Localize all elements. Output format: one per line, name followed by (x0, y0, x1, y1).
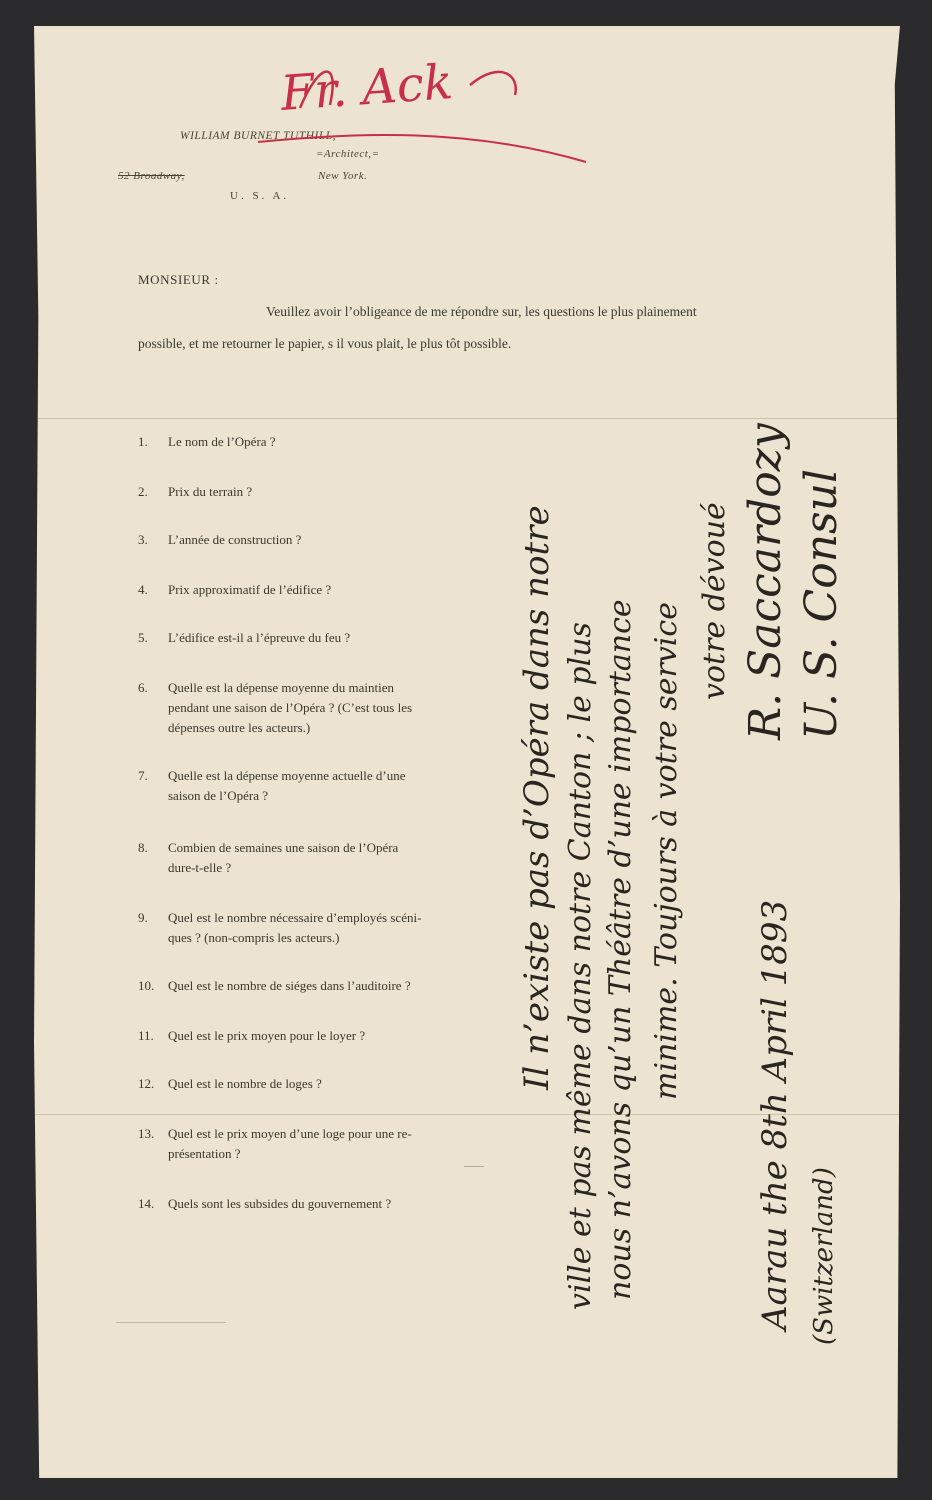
intro-line-2: possible, et me retourner le papier, s il vous plait, le plus tôt possible. (138, 336, 512, 351)
question-number: 7. (138, 768, 148, 783)
letterhead-name: WILLIAM BURNET TUTHILL, (180, 130, 337, 142)
question-number: 11. (138, 1028, 154, 1043)
handwritten-date (755, 900, 839, 1345)
question-number: 5. (138, 630, 148, 645)
question-text-line: Prix du terrain ? (168, 484, 253, 499)
question-number: 10. (138, 978, 155, 993)
question-text-line: dépenses outre les acteurs.) (168, 720, 311, 735)
letterhead-city: New York. (318, 170, 368, 182)
question-text-line: Quel est le prix moyen pour le loyer ? (168, 1028, 366, 1043)
question-text-line: Le nom de l’Opéra ? (168, 434, 276, 449)
question-number: 14. (138, 1196, 155, 1211)
handwritten-reply-line: votre dévoué (697, 502, 732, 700)
question-number: 12. (138, 1076, 155, 1091)
question-text-line: Quel est le nombre de siéges dans l’auditoire ? (168, 978, 411, 993)
question-text-line: Quel est le nombre de loges ? (168, 1076, 322, 1091)
question-text-line: Quel est le nombre nécessaire d’employés scéni- (168, 910, 422, 925)
question-text-line: dure-t-elle ? (168, 860, 232, 875)
question-text-line: L’année de construction ? (168, 532, 302, 547)
question-text-line: Quelle est la dépense moyenne du maintien (168, 680, 394, 695)
handwritten-reply-line: minime. Toujours à votre service (649, 602, 684, 1100)
letterhead-country: U. S. A. (230, 190, 290, 202)
question-text-line: Prix approximatif de l’édifice ? (168, 582, 332, 597)
handwritten-reply-line: U. S. Consul (796, 468, 847, 740)
red-annotation: Fr. Ack (278, 54, 455, 122)
intro-line-1: Veuillez avoir l’obligeance de me répondre sur, les questions le plus plainement (266, 304, 697, 319)
question-text-line: Quelle est la dépense moyenne actuelle d’une (168, 768, 406, 783)
question-text-line: présentation ? (168, 1146, 241, 1161)
question-text-line: pendant une saison de l’Opéra ? (C’est tous les (168, 700, 413, 715)
handwritten-date-line: Aarau the 8th April 1893 (755, 899, 795, 1330)
question-number: 3. (138, 532, 148, 547)
question-number: 4. (138, 582, 148, 597)
question-text-line: L’édifice est-il a l’épreuve du feu ? (168, 630, 351, 645)
handwritten-reply (517, 422, 847, 1310)
question-number: 13. (138, 1126, 155, 1141)
question-text-line: saison de l’Opéra ? (168, 788, 268, 803)
handwritten-reply-line: Il n’existe pas d’Opéra dans notre (517, 505, 557, 1090)
question-number: 1. (138, 434, 148, 449)
question-number: 9. (138, 910, 148, 925)
letterhead-address: 52 Broadway, (118, 170, 185, 182)
question-text-line: Quels sont les subsides du gouvernement ? (168, 1196, 392, 1211)
handwritten-date-line: (Switzerland) (809, 1167, 839, 1345)
letterhead-profession: =Architect,= (316, 148, 380, 160)
question-text-line: Combien de semaines une saison de l’Opéra (168, 840, 399, 855)
question-number: 6. (138, 680, 148, 695)
handwritten-reply-line: R. Saccardozy (740, 423, 791, 740)
salutation: MONSIEUR : (138, 272, 219, 287)
red-underline (258, 135, 586, 162)
question-text-line: Quel est le prix moyen d’une loge pour une re- (168, 1126, 412, 1141)
question-number: 2. (138, 484, 148, 499)
question-number: 8. (138, 840, 148, 855)
handwritten-reply-line: ville et pas même dans notre Canton ; le plus (563, 622, 598, 1310)
handwritten-reply-line: nous n’avons qu’un Théâtre d’une importance (603, 599, 638, 1300)
question-text-line: ques ? (non-compris les acteurs.) (168, 930, 340, 945)
